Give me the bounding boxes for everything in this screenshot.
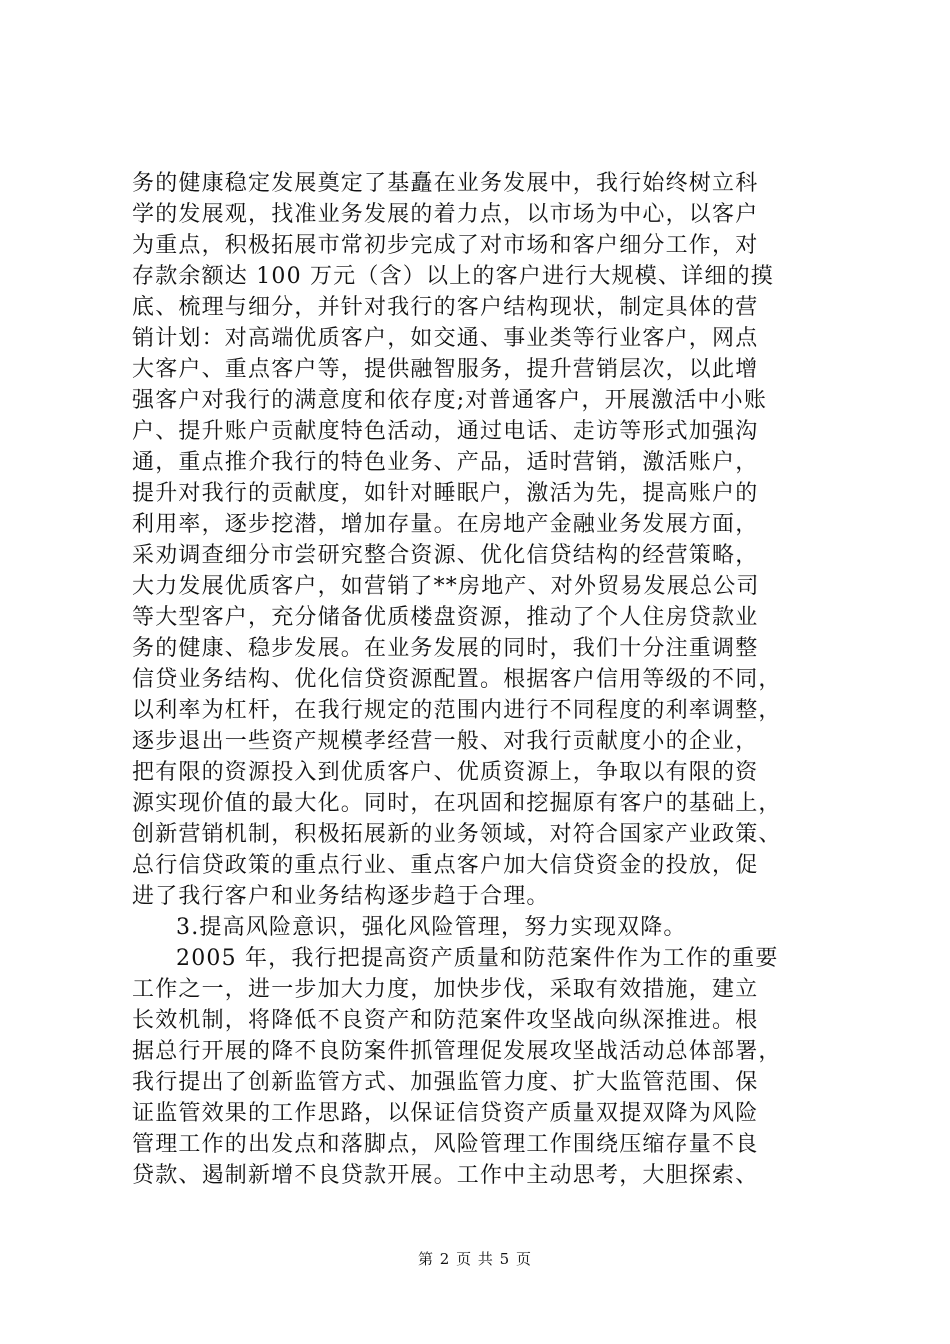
text-line: 创新营销机制，积极拓展新的业务领域，对符合国家产业政策、 <box>132 822 782 847</box>
text-line: 把有限的资源投入到优质客户、优质资源上，争取以有限的资 <box>132 760 759 785</box>
text-line: 总行信贷政策的重点行业、重点客户加大信贷资金的投放，促 <box>132 853 759 878</box>
text-line: 务的健康稳定发展奠定了基矗在业务发展中，我行始终树立科 <box>132 171 759 196</box>
text-line: 工作之一，进一步加大力度，加快步伐，采取有效措施，建立 <box>132 977 759 1002</box>
text-line: 长效机制，将降低不良资产和防范案件攻坚战向纵深推进。根 <box>132 1008 759 1033</box>
text-line: 信贷业务结构、优化信贷资源配置。根据客户信用等级的不同， <box>132 667 782 692</box>
section-heading: 3.提高风险意识，强化风险管理，努力实现双降。 <box>176 915 687 940</box>
paragraph-2 <box>132 943 844 1191</box>
document-page <box>132 168 844 1191</box>
text-line: 据总行开展的降不良防案件抓管理促发展攻坚战活动总体部署， <box>132 1039 782 1064</box>
text-line: 我行提出了创新监管方式、加强监管力度、扩大监管范围、保 <box>132 1070 759 1095</box>
text-line: 以利率为杠杆，在我行规定的范围内进行不同程度的利率调整， <box>132 698 782 723</box>
text-line: 贷款、遏制新增不良贷款开展。工作中主动思考，大胆探索、 <box>132 1163 759 1188</box>
text-line: 存款余额达 100 万元（含）以上的客户进行大规模、详细的摸 <box>132 264 774 289</box>
paragraph-1 <box>132 168 844 912</box>
text-line: 进了我行客户和业务结构逐步趋于合理。 <box>132 884 550 909</box>
text-line: 务的健康、稳步发展。在业务发展的同时，我们十分注重调整 <box>132 636 759 661</box>
text-line: 利用率，逐步挖潜，增加存量。在房地产金融业务发展方面， <box>132 512 759 537</box>
page-footer: 第 2 页 共 5 页 <box>418 1250 532 1268</box>
text-line: 源实现价值的最大化。同时，在巩固和挖掘原有客户的基础上， <box>132 791 782 816</box>
text-line: 提升对我行的贡献度，如针对睡眠户，激活为先，提高账户的 <box>132 481 759 506</box>
text-line: 户、提升账户贡献度特色活动，通过电话、走访等形式加强沟 <box>132 419 759 444</box>
text-line: 管理工作的出发点和落脚点，风险管理工作围绕压缩存量不良 <box>132 1132 759 1157</box>
text-line: 强客户对我行的满意度和依存度;对普通客户，开展激活中小账 <box>132 388 768 413</box>
text-line: 逐步退出一些资产规模孝经营一般、对我行贡献度小的企业， <box>132 729 759 754</box>
text-line: 证监管效果的工作思路，以保证信贷资产质量双提双降为风险 <box>132 1101 759 1126</box>
text-line: 采劝调查细分市尝研究整合资源、优化信贷结构的经营策略， <box>132 543 759 568</box>
text-line: 等大型客户，充分储备优质楼盘资源，推动了个人住房贷款业 <box>132 605 759 630</box>
text-line: 大力发展优质客户，如营销了**房地产、对外贸易发展总公司 <box>132 574 760 599</box>
text-line: 大客户、重点客户等，提供融智服务，提升营销层次，以此增 <box>132 357 759 382</box>
text-line: 学的发展观，找准业务发展的着力点，以市场为中心，以客户 <box>132 202 759 227</box>
text-line: 底、梳理与细分，并针对我行的客户结构现状，制定具体的营 <box>132 295 759 320</box>
text-line: 销计划：对高端优质客户，如交通、事业类等行业客户，网点 <box>132 326 759 351</box>
text-line: 2005 年，我行把提高资产质量和防范案件作为工作的重要 <box>176 946 779 971</box>
text-line: 通，重点推介我行的特色业务、产品，适时营销，激活账户， <box>132 450 759 475</box>
text-line: 为重点，积极拓展市常初步完成了对市场和客户细分工作，对 <box>132 233 759 258</box>
